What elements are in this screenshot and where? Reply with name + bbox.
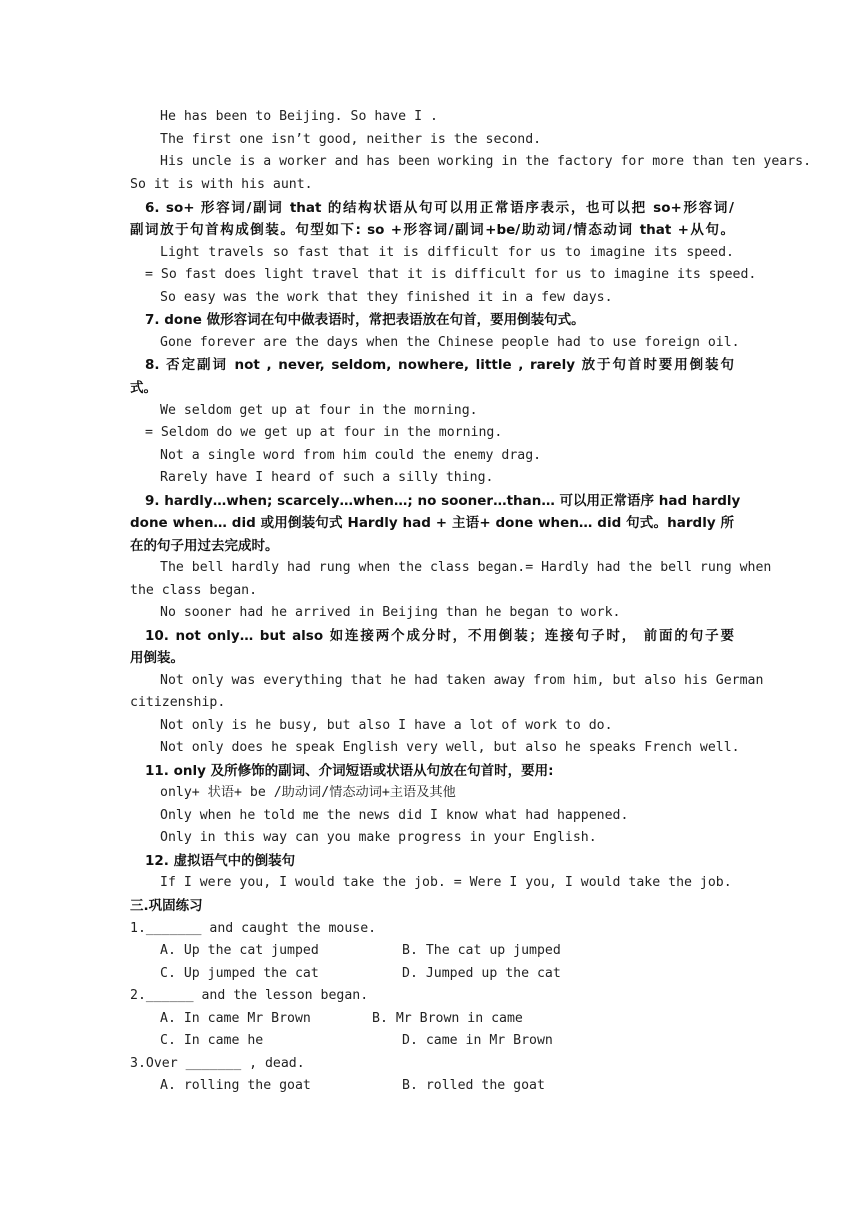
rule-heading-8-cont: 式。: [130, 380, 157, 396]
option-c: C. Up jumped the cat: [160, 966, 319, 981]
rule-heading-9-cont: done when… did 或用倒装句式 Hardly had + 主语+ done when… did 句式。hardly 所: [130, 515, 734, 531]
option-a: A. Up the cat jumped: [160, 943, 319, 958]
question-stem: 1._______ and caught the mouse.: [130, 921, 377, 936]
rule-heading-12: 12. 虚拟语气中的倒装句: [145, 853, 296, 869]
example-sentence: the class began.: [130, 583, 258, 598]
example-sentence: We seldom get up at four in the morning.: [160, 403, 478, 418]
example-sentence: The first one isn’t good, neither is the second.: [160, 132, 542, 147]
question-stem: 3.Over _______ , dead.: [130, 1056, 305, 1071]
example-sentence: Not only is he busy, but also I have a lot of work to do.: [160, 718, 613, 733]
option-d: D. Jumped up the cat: [402, 966, 561, 981]
rule-heading-9-cont: 在的句子用过去完成时。: [130, 538, 279, 554]
question-stem: 2.______ and the lesson began.: [130, 988, 369, 1003]
rule-heading-10: 10. not only… but also 如连接两个成分时，不用倒装；连接句子时， 前面的句子要: [145, 628, 734, 644]
rule-heading-10-cont: 用倒装。: [130, 650, 184, 666]
option-a: A. In came Mr Brown: [160, 1011, 311, 1026]
rule-heading-11: 11. only 及所修饰的副词、介词短语或状语从句放在句首时，要用:: [145, 763, 554, 779]
option-d: D. came in Mr Brown: [402, 1033, 553, 1048]
rule-heading-9: 9. hardly…when; scarcely…when…; no sooner…than… 可以用正常语序 had hardly: [145, 493, 741, 509]
rule-heading-6-cont: 副词放于句首构成倒装。句型如下: so +形容词/副词+be/助动词/情态动词 that +从句。: [130, 222, 734, 238]
example-sentence: So easy was the work that they finished it in a few days.: [160, 290, 613, 305]
example-sentence: Gone forever are the days when the Chinese people had to use foreign oil.: [160, 335, 740, 350]
example-sentence: Rarely have I heard of such a silly thing.: [160, 470, 494, 485]
example-sentence: Not a single word from him could the enemy drag.: [160, 448, 542, 463]
example-sentence: Light travels so fast that it is difficult for us to imagine its speed.: [160, 245, 734, 260]
example-sentence: So it is with his aunt.: [130, 177, 313, 192]
example-sentence: = So fast does light travel that it is difficult for us to imagine its speed.: [145, 267, 757, 282]
example-sentence: The bell hardly had rung when the class began.= Hardly had the bell rung when: [160, 560, 772, 575]
example-sentence: If I were you, I would take the job. = Were I you, I would take the job.: [160, 875, 732, 890]
option-b: B. The cat up jumped: [402, 943, 561, 958]
section-heading-exercises: 三.巩固练习: [130, 898, 203, 914]
example-sentence: He has been to Beijing. So have I .: [160, 109, 438, 124]
example-sentence: Only in this way can you make progress in your English.: [160, 830, 597, 845]
example-sentence: citizenship.: [130, 695, 226, 710]
option-a: A. rolling the goat: [160, 1078, 311, 1093]
option-c: C. In came he: [160, 1033, 264, 1048]
option-b: B. rolled the goat: [402, 1078, 545, 1093]
option-b: B. Mr Brown in came: [372, 1011, 523, 1026]
example-sentence: Not only was everything that he had taken away from him, but also his German: [160, 673, 764, 688]
example-sentence: His uncle is a worker and has been working in the factory for more than ten years.: [160, 154, 812, 169]
pattern-line: only+ 状语+ be /助动词/情态动词+主语及其他: [160, 785, 456, 800]
example-sentence: Only when he told me the news did I know what had happened.: [160, 808, 629, 823]
rule-heading-8: 8. 否定副词 not , never, seldom, nowhere, little , rarely 放于句首时要用倒装句: [145, 357, 734, 373]
example-sentence: = Seldom do we get up at four in the morning.: [145, 425, 503, 440]
example-sentence: No sooner had he arrived in Beijing than he began to work.: [160, 605, 621, 620]
example-sentence: Not only does he speak English very well, but also he speaks French well.: [160, 740, 740, 755]
rule-heading-7: 7. done 做形容词在句中做表语时，常把表语放在句首，要用倒装句式。: [145, 312, 585, 328]
rule-heading-6: 6. so+ 形容词/副词 that 的结构状语从句可以用正常语序表示，也可以把 so+形容词/: [145, 200, 734, 216]
